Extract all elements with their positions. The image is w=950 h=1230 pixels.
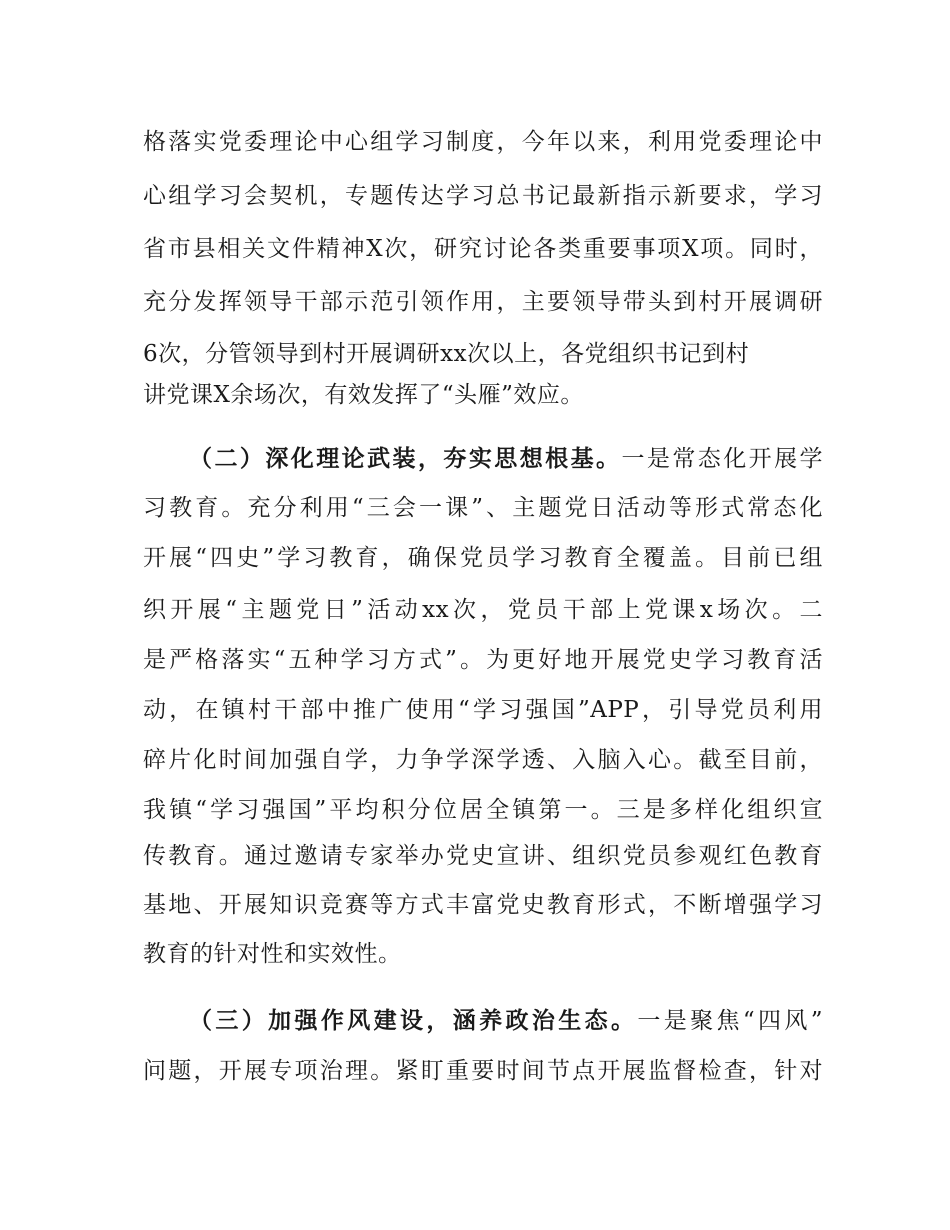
paragraph-2-line-3: 开展“四史”学习教育，确保党员学习教育全覆盖。目前已组 [143, 545, 823, 571]
paragraph-2-line-2: 习教育。充分利用“三会一课”、主题党日活动等形式常态化 [143, 495, 823, 521]
paragraph-2-line-6: 动，在镇村干部中推广使用“学习强国”APP，引导党员利用 [143, 697, 823, 723]
paragraph-1-line-2: 心组学习会契机，专题传达学习总书记最新指示新要求，学习 [143, 183, 823, 209]
paragraph-2-line-9: 传教育。通过邀请专家举办党史宣讲、组织党员参观红色教育 [143, 843, 823, 869]
paragraph-2-line-4: 织开展“主题党日”活动xx次，党员干部上党课x场次。二 [143, 597, 823, 623]
paragraph-1-line-1: 格落实党委理论中心组学习制度，今年以来，利用党委理论中 [143, 129, 823, 155]
section-heading-2: （二）深化理论武装，夯实思想根基。 [189, 446, 622, 472]
paragraph-3-line-2: 问题，开展专项治理。紧盯重要时间节点开展监督检查，针对 [143, 1058, 823, 1084]
paragraph-1-line-6: 讲党课X余场次，有效发挥了“头雁”效应。 [143, 382, 584, 408]
paragraph-3-line-1 [189, 1001, 823, 1041]
paragraph-2-line-8: 我镇“学习强国”平均积分位居全镇第一。三是多样化组织宣 [143, 797, 823, 823]
paragraph-3-first-line-text: 一是聚焦“四风” [637, 1008, 823, 1034]
paragraph-2-first-line-text: 一是常态化开展学 [621, 446, 823, 472]
paragraph-1-line-4: 充分发挥领导干部示范引领作用，主要领导带头到村开展调研 [143, 289, 823, 315]
paragraph-2-line-11: 教育的针对性和实效性。 [143, 941, 402, 967]
paragraph-2-line-5: 是严格落实“五种学习方式”。为更好地开展党史学习教育活 [143, 647, 823, 673]
paragraph-1-line-5: 6次，分管领导到村开展调研xx次以上，各党组织书记到村 [143, 341, 750, 367]
paragraph-1-line-3: 省市县相关文件精神X次，研究讨论各类重要事项X项。同时， [143, 236, 823, 262]
paragraph-2-line-7: 碎片化时间加强自学，力争学深学透、入脑入心。截至目前， [143, 747, 823, 773]
section-heading-3: （三）加强作风建设，涵养政治生态。 [189, 1008, 638, 1034]
paragraph-2-line-10: 基地、开展知识竞赛等方式丰富党史教育形式，不断增强学习 [143, 892, 823, 918]
paragraph-2-line-1 [189, 439, 823, 479]
